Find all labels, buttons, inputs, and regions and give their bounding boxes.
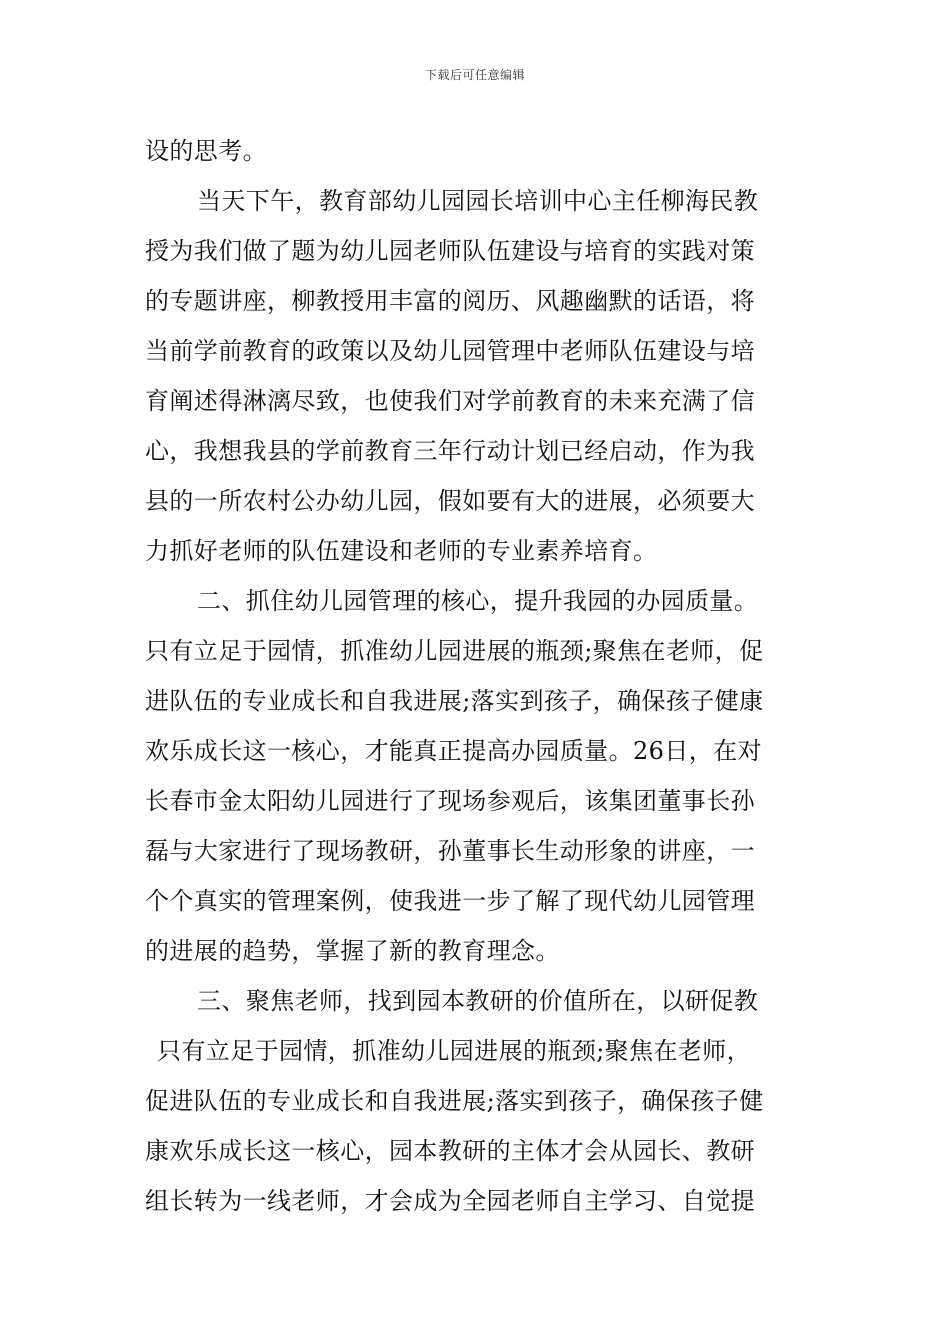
body-text: [145, 126, 805, 1226]
text-line: 磊与大家进行了现场教研，孙董事长生动形象的讲座，一: [145, 837, 755, 865]
text-line: 促进队伍的专业成长和自我进展;落实到孩子，确保孩子健: [145, 1087, 764, 1115]
page-header: 下载后可任意编辑: [424, 68, 525, 82]
text-line: 只有立足于园情，抓准幼儿园进展的瓶颈;聚焦在老师，促: [145, 637, 764, 665]
text-line: 的专题讲座，柳教授用丰富的阅历、风趣幽默的话语，将: [145, 287, 755, 315]
text-line: 当天下午，教育部幼儿园园长培训中心主任柳海民教: [197, 187, 759, 215]
text-line: 个个真实的管理案例，使我进一步了解了现代幼儿园管理: [145, 887, 755, 915]
section-heading: 三、聚焦老师，找到园本教研的价值所在，以研促教: [197, 987, 759, 1015]
text-line: 设的思考。: [145, 137, 267, 165]
text-line: 的进展的趋势，掌握了新的教育理念。: [145, 937, 560, 965]
text-line: 康欢乐成长这一核心，园本教研的主体才会从园长、教研: [145, 1137, 755, 1165]
text-line: 力抓好老师的队伍建设和老师的专业素养培育。: [145, 537, 658, 565]
text-line: 县的一所农村公办幼儿园，假如要有大的进展，必须要大: [145, 487, 755, 515]
text-line: 只有立足于园情，抓准幼儿园进展的瓶颈;聚焦在老师，: [157, 1037, 752, 1065]
text-line: 进队伍的专业成长和自我进展;落实到孩子，确保孩子健康: [145, 687, 764, 715]
section-heading: 二、抓住幼儿园管理的核心，提升我园的办园质量。: [197, 587, 759, 615]
text-line: 心，我想我县的学前教育三年行动计划已经启动，作为我: [145, 437, 755, 465]
text-line: 组长转为一线老师，才会成为全园老师自主学习、自觉提: [145, 1187, 755, 1215]
text-line: 长春市金太阳幼儿园进行了现场参观后，该集团董事长孙: [145, 787, 755, 815]
text-line: 授为我们做了题为幼儿园老师队伍建设与培育的实践对策: [145, 237, 755, 265]
text-line: 育阐述得淋漓尽致，也使我们对学前教育的未来充满了信: [145, 387, 755, 415]
text-line: 当前学前教育的政策以及幼儿园管理中老师队伍建设与培: [145, 337, 755, 365]
text-line: 欢乐成长这一核心，才能真正提高办园质量。26日，在对: [145, 737, 762, 765]
